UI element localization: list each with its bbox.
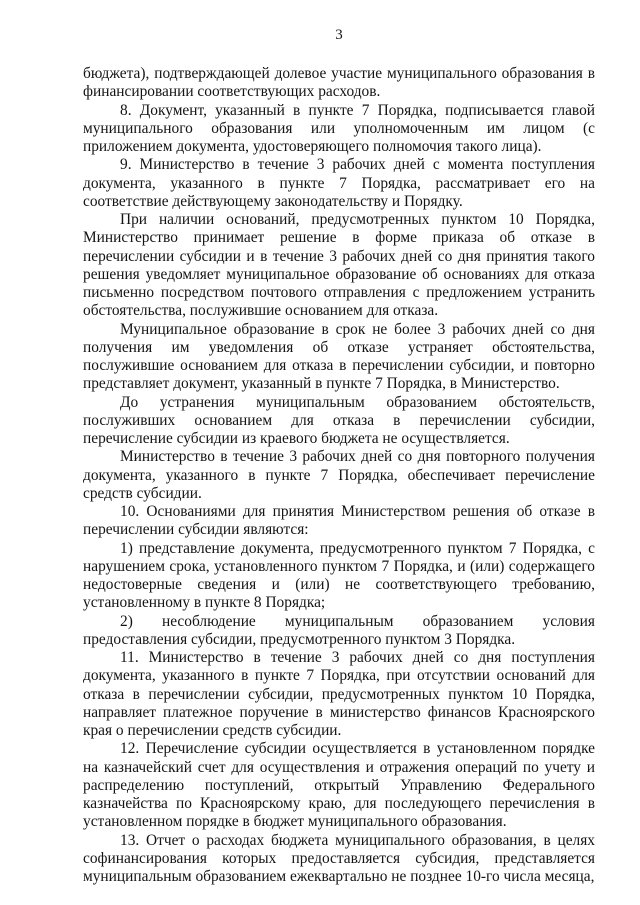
- paragraph-item-10: 10. Основаниями для принятия Министерством решения об отказе в перечислении субсидии являются:: [83, 503, 595, 539]
- paragraph-transfer-suspended: До устранения муниципальным образованием обстоятельств, послуживших основанием для отказа в перечислении субсидии, перечисление субсидии из краевого бюджета не осуществляется.: [83, 393, 595, 447]
- paragraph-item-10-sub-2: 2) несоблюдение муниципальным образованием условия предоставления субсидии, предусмотренного пунктом 3 Порядка.: [83, 612, 595, 648]
- paragraph-item-9: 9. Министерство в течение 3 рабочих дней с момента поступления документа, указанного в пункте 7 Порядка, рассматривает его на соответствие действующему законодательству и Порядку.: [83, 156, 595, 210]
- paragraph-municipal-resubmission: Муниципальное образование в срок не более 3 рабочих дней со дня получения им уведомления об отказе устраняет обстоятельства, послужившие основанием для отказа в перечислении субсидии, и повторно представляет документ, указанный в пункте 7 Порядка, в Министерство.: [83, 320, 595, 393]
- paragraph-item-10-sub-1: 1) представление документа, предусмотренного пунктом 7 Порядка, с нарушением срока, установленного пунктом 7 Порядка, и (или) содержащего недостоверные сведения и (или) не соответствующего требованию, установленному в пункте 8 Порядка;: [83, 539, 595, 612]
- paragraph-item-11: 11. Министерство в течение 3 рабочих дней со дня поступления документа, указанного в пункте 7 Порядка, при отсутствии оснований для отказа в перечислении субсидии, предусмотренных пунктом 10 Порядка, направляет платежное поручение в министерство финансов Красноярского края о перечислении средств субсидии.: [83, 649, 595, 739]
- paragraph-item-12: 12. Перечисление субсидии осуществляется в установленном порядке на казначейский счет для осуществления и отражения операций по учету и распределению поступлений, открытый Управлению Федерального казначейства по Красноярскому краю, для последующего перечисления в установленном порядке в бюджет муниципального образования.: [83, 740, 595, 831]
- paragraph-item-13: 13. Отчет о расходах бюджета муниципального образования, в целях софинансирования которых предоставляется субсидия, представляется муниципальным образованием ежеквартально не позднее 10-го числа месяца,: [83, 831, 595, 885]
- paragraph-item-8: 8. Документ, указанный в пункте 7 Порядка, подписывается главой муниципального образования или уполномоченным им лицом (с приложением документа, удостоверяющего полномочия такого лица).: [83, 101, 595, 155]
- paragraph-repeat-transfer: Министерство в течение 3 рабочих дней со дня повторного получения документа, указанного в пункте 7 Порядка, обеспечивает перечисление средств субсидии.: [83, 448, 595, 502]
- paragraph-refusal-grounds: При наличии оснований, предусмотренных пунктом 10 Порядка, Министерство принимает решение в форме приказа об отказе в перечислении субсидии и в течение 3 рабочих дней со дня принятия такого решения уведомляет муниципальное образование об основаниях для отказа письменно посредством почтового отправления с предложением устранить обстоятельства, послужившие основанием для отказа.: [83, 211, 595, 320]
- page-number: 3: [335, 27, 343, 43]
- paragraph-budget-continuation: бюджета), подтверждающей долевое участие муниципального образования в финансировании соответствующих расходов.: [83, 65, 595, 101]
